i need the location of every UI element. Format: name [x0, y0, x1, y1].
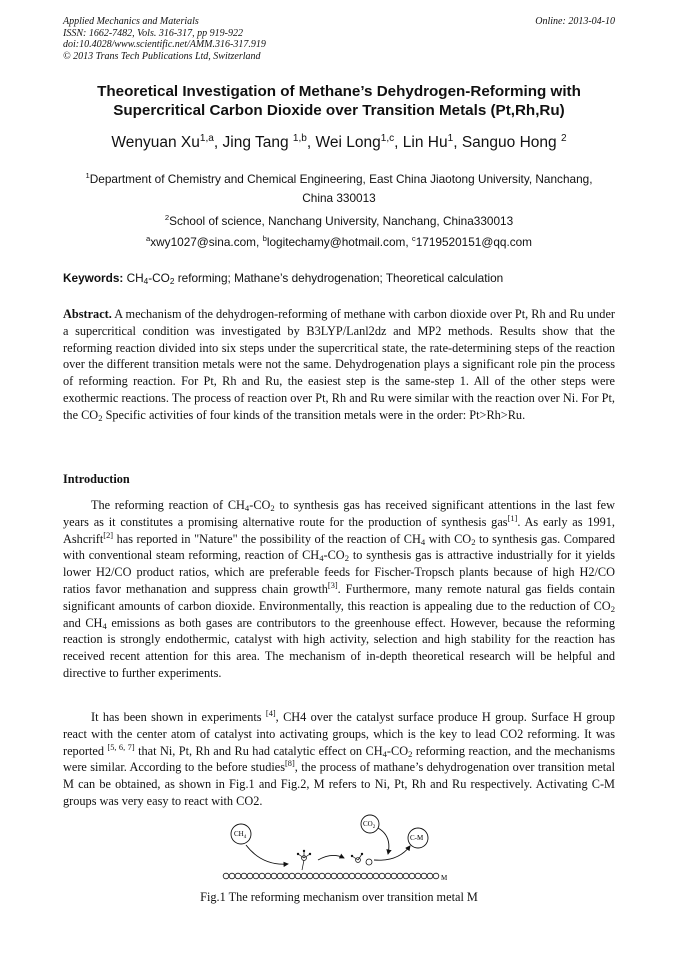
surface-atom [355, 873, 361, 879]
paragraph-text: , CH4 over the catalyst surface produce H group. Surface H group react with the center atom of catalyst into activating groups, which is the key to lead CO2 reforming. It was reported [63, 710, 615, 758]
citation: [8] [285, 759, 295, 769]
paragraph-text: -CO [249, 498, 271, 512]
arrow-step [318, 855, 344, 860]
abstract-sub: 2 [98, 412, 103, 423]
keyword-text: CH [126, 271, 144, 285]
author-sup: 1 [447, 133, 454, 144]
paragraph-text: -CO [386, 743, 409, 758]
surface-atom [361, 873, 367, 879]
surface-atom [409, 873, 415, 879]
author-sup: 1,c [380, 133, 395, 144]
author-sup: 1,a [199, 133, 214, 144]
email-link[interactable]: 1719520151@qq.com [415, 234, 533, 249]
surface-atom [283, 873, 289, 879]
email-sup: c [411, 234, 416, 243]
surface-atom [349, 873, 355, 879]
surface-atom [379, 873, 385, 879]
paragraph-text: . Furthermore, many remote natural gas fields contain significant amounts of carbon dioxide. Environmentally, this reaction is appealing due to the reduction of CO [63, 581, 615, 613]
email-sup: b [262, 234, 267, 243]
author-name: Sanguo Hong [461, 134, 557, 152]
abstract-label: Abstract. [63, 307, 112, 321]
surface-atom [223, 873, 229, 879]
subscript: 2 [471, 536, 476, 547]
surface-atom [295, 873, 301, 879]
intro-paragraph-2 [63, 709, 615, 810]
title-line-2: Supercritical Carbon Dioxide over Transition Metals (Pt,Rh,Ru) [113, 102, 565, 119]
paragraph-text: has reported in "Nature" the possibility of the reaction of CH [113, 531, 421, 546]
surface-atom [415, 873, 421, 879]
affiliation-text: China 330013 [302, 190, 376, 205]
paragraph-text: emissions as both gases are contributors to the greenhouse effect. However, because the reforming reaction is strongly endothermic, catalyst with high activity, selection and high stability for the reaction has received recent attention for this area. The mechanism of in-depth theoretical research will be helpful and directive to further experiments. [63, 615, 615, 680]
abstract-text: A mechanism of the dehydrogen-reforming of methane with carbon dioxide over Pt, Rh and Ru under a supercritical condition was investigated by B3LYP/Lanl2dz and MP2 methods. Results show that the reforming reaction divided into six steps under the supercritical state, the rate-determining steps of the reaction over the different transition metals were not the same. Dehydrogenation plays a significant role pin the process of reforming reaction. For Pt, Rh and Ru, the easiest step is the same-step 1. All of the other steps were exothermic reactions. The process of reaction over Pt, Rh and Ru were similar with the reaction over Ni. For Pt, the CO [63, 307, 615, 422]
subscript: 4 [102, 620, 107, 631]
metal-surface [223, 873, 439, 879]
keyword-text: -CO [148, 271, 170, 285]
surface-atom [229, 873, 235, 879]
copyright: © 2013 Trans Tech Publications Ltd, Switzerland [63, 50, 261, 62]
surface-atom [253, 873, 259, 879]
surface-atom [235, 873, 241, 879]
author-name: Wenyuan Xu [111, 134, 200, 152]
figure-caption: Fig.1 The reforming mechanism over transition metal M [200, 890, 478, 904]
intro-paragraph-1 [63, 497, 615, 682]
surface-atom [403, 873, 409, 879]
surface-atom [385, 873, 391, 879]
paragraph-text: -CO [323, 548, 345, 563]
surface-atom [397, 873, 403, 879]
arrow-to-cm [374, 846, 410, 860]
surface-atom [247, 873, 253, 879]
email-link[interactable]: xwy1027@sina.com, [150, 234, 260, 249]
title-line-1: Theoretical Investigation of Methane’s Dehydrogen-Reforming with [97, 83, 581, 100]
surface-atom [265, 873, 271, 879]
cm-label: C-M [410, 834, 424, 842]
citation: [2] [103, 530, 114, 540]
abstract-text: Specific activities of four kinds of the transition metals were in the order: Pt>Rh>Ru. [102, 407, 526, 422]
email-list [62, 234, 616, 249]
affiliation-1 [62, 166, 616, 208]
author-list: Wenyuan Xu$^{1,a}$, Jing Tang $^{1,b}$, Wei Long$^{1,c}$, Lin Hu$^1$, Sanguo Hong $^2$ [111, 133, 567, 152]
author-sup: 2 [560, 133, 567, 144]
paragraph-text: with CO [425, 531, 472, 546]
citation: [5, 6, 7] [107, 742, 135, 752]
paragraph-text: , the process of mathane’s dehydrogenation over transition metal M can be obtained, as shown in Fig.1 and Fig.2, M refers to Ni, Pt, Rh and Ru respectively. Activating C-M groups was very easy to react with CO2. [63, 760, 615, 808]
surface-atom [433, 873, 439, 879]
reforming-mechanism-figure [222, 814, 456, 886]
subscript: 2 [344, 553, 349, 564]
surface-atom [325, 873, 331, 879]
author-name: Lin Hu [402, 134, 448, 152]
subscript: 4 [319, 553, 324, 564]
affiliation-text: School of science, Nanchang University, Nanchang, China330013 [169, 213, 514, 228]
paper-title [60, 82, 618, 120]
surface-atom [391, 873, 397, 879]
surface-atom [319, 873, 325, 879]
author-name: Wei Long [315, 134, 381, 152]
subscript: 4 [382, 748, 387, 759]
metal-label: M [441, 874, 448, 882]
section-heading-introduction: Introduction [63, 472, 130, 486]
surface-atom [421, 873, 427, 879]
adsorbed-ch2-species [351, 853, 372, 865]
keyword-text: reforming; Mathane’s dehydrogenation; Theoretical calculation [174, 271, 504, 285]
journal-name: Applied Mechanics and Materials [63, 16, 199, 27]
subscript: 2 [270, 503, 275, 513]
arrow-ch4-to-surface [246, 845, 288, 864]
issn: ISSN: 1662-7482, Vols. 316-317, pp 919-922 [63, 27, 243, 39]
adsorbed-ch3-species [297, 850, 311, 870]
affiliation-2 [62, 208, 616, 231]
author-sup: 1,b [292, 133, 307, 144]
surface-atom [271, 873, 277, 879]
citation: [1] [507, 513, 518, 523]
surface-atom [343, 873, 349, 879]
subscript: 2 [408, 748, 413, 759]
subscript: 4 [244, 503, 250, 513]
paragraph-text: to synthesis gas. Compared with conventional steam reforming, reaction of CH [63, 531, 615, 563]
surface-atom [301, 873, 307, 879]
surface-atom [241, 873, 247, 879]
keyword-sub: 4 [143, 277, 149, 286]
email-sup: a [145, 234, 151, 243]
doi: doi:10.4028/www.scientific.net/AMM.316-317.919 [63, 39, 266, 50]
surface-atom [427, 873, 433, 879]
online-date: Online: 2013-04-10 [535, 16, 615, 27]
paragraph-text: to synthesis gas is attractive industrially for it yields lower H2/CO product ratios, which are preferable feeds for Fischer-Tropsch plants because of high H2/CO ratios favor methanation and suppress chain growth [63, 548, 615, 596]
affiliation-num: 1 [85, 171, 90, 180]
keywords-label: Keywords: [63, 271, 124, 285]
author-name: Jing Tang [222, 134, 289, 152]
surface-atom [337, 873, 343, 879]
paragraph-text: to synthesis gas has received significant attentions in the last few years as it constitutes a promising alternative route for the production of synthesis gas [63, 498, 615, 529]
surface-atom [289, 873, 295, 879]
paragraph-text: that Ni, Pt, Rh and Ru had catalytic effect on CH [134, 743, 383, 758]
keywords [63, 271, 615, 285]
paragraph-text: The reforming reaction of CH [91, 498, 245, 512]
ch4-label: $CH_4$ [234, 830, 247, 840]
journal-header [63, 16, 615, 62]
email-link[interactable]: logitechamy@hotmail.com, [266, 234, 409, 249]
surface-atom [277, 873, 283, 879]
co2-label: $CO_2$ [363, 820, 376, 830]
paragraph-text: . As early as 1991, Ashcrift [63, 514, 615, 546]
surface-atom [307, 873, 313, 879]
keyword-sub: 2 [169, 277, 175, 286]
citation: [4] [265, 708, 276, 718]
surface-atom [367, 873, 373, 879]
abstract [63, 306, 615, 424]
affiliation-text: Department of Chemistry and Chemical Engineering, East China Jiaotong University, Nanchang, [89, 171, 593, 186]
citation: [3] [327, 580, 338, 590]
paragraph-text: reforming reaction, and the mechanisms were similar. According to the before studies [63, 743, 616, 775]
subscript: 2 [610, 603, 615, 614]
paragraph-text: It has been shown in experiments [91, 710, 266, 724]
surface-atom [259, 873, 265, 879]
affiliation-num: 2 [164, 213, 170, 222]
surface-atom [313, 873, 319, 879]
subscript: 4 [420, 536, 426, 547]
surface-atom [331, 873, 337, 879]
arrow-co2 [378, 828, 389, 854]
surface-atom [373, 873, 379, 879]
paragraph-text: and CH [63, 615, 103, 630]
